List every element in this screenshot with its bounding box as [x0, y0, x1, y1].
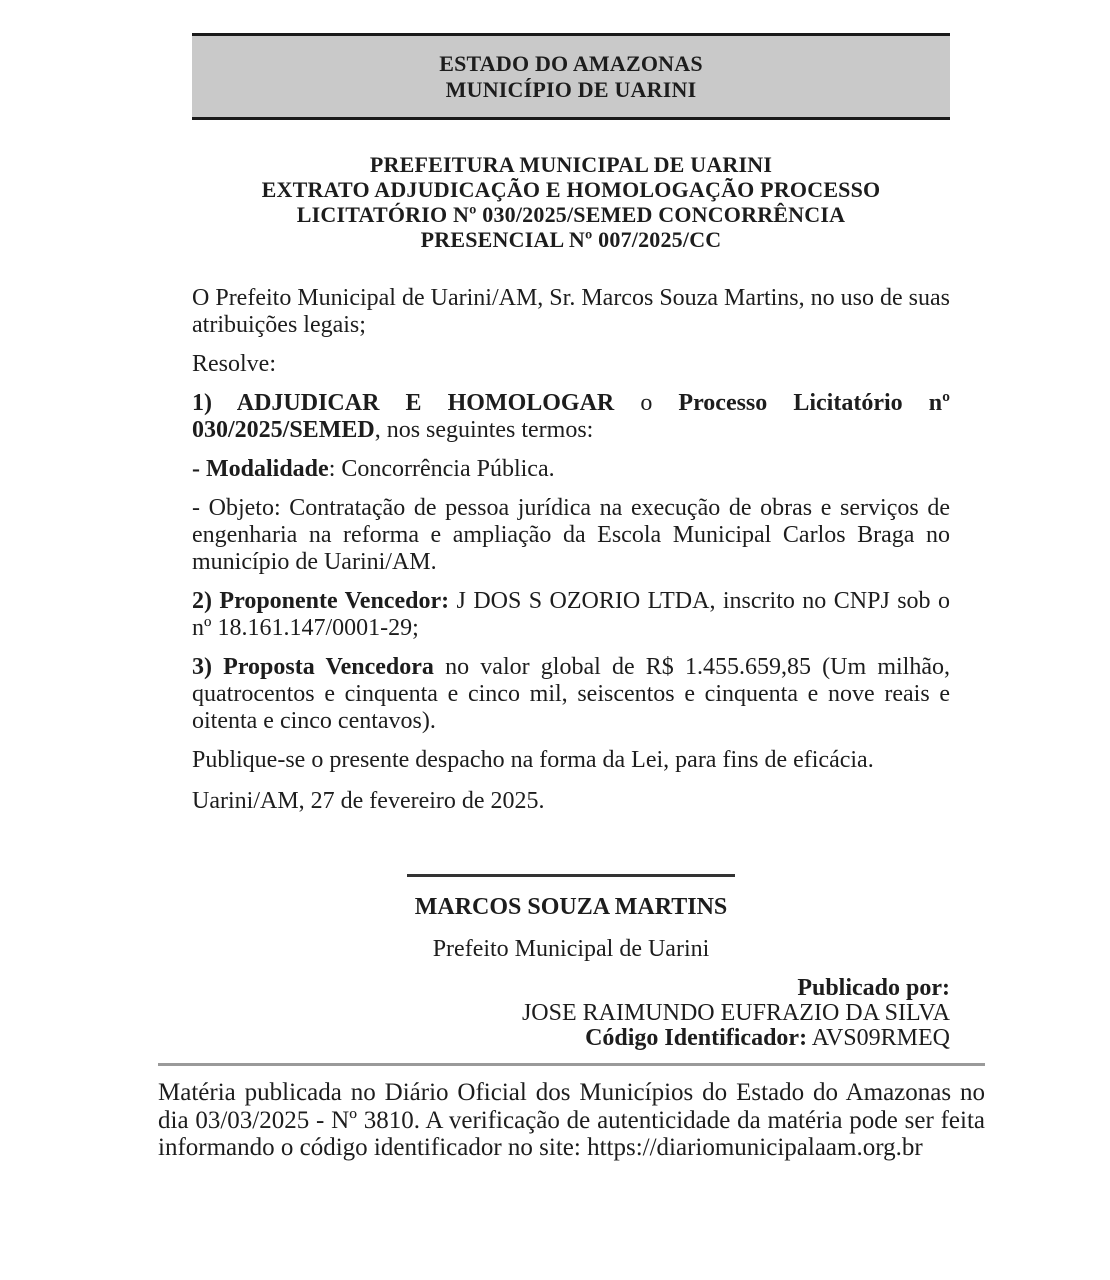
signatory-role: Prefeito Municipal de Uarini [432, 936, 710, 962]
text-segment: 3) Proposta Vencedora [192, 654, 434, 680]
text-segment: o [614, 390, 679, 416]
identifier-code-line [192, 1026, 950, 1051]
banner-line-state: ESTADO DO AMAZONAS [439, 50, 703, 76]
title-line-3: LICITATÓRIO Nº 030/2025/SEMED CONCORRÊNCIA [296, 202, 846, 227]
title-line-4: PRESENCIAL Nº 007/2025/CC [420, 227, 722, 252]
text-segment: Publique-se o presente despacho na forma da Lei, para fins de eficácia. [192, 747, 874, 773]
document-title [192, 152, 950, 252]
paragraph-objeto [192, 495, 950, 576]
paragraph-preamble [192, 285, 950, 339]
signature-block [192, 874, 950, 962]
publisher-name: JOSE RAIMUNDO EUFRAZIO DA SILVA [521, 1000, 950, 1026]
text-segment: O Prefeito Municipal de Uarini/AM, Sr. Marcos Souza Martins, no uso de suas atribuições legais; [192, 285, 950, 338]
state-municipality-banner [192, 33, 950, 120]
paragraph-item-3 [192, 654, 950, 735]
paragraph-item-2 [192, 588, 950, 642]
signatory-name: MARCOS SOUZA MARTINS [414, 894, 728, 920]
title-line-2: EXTRATO ADJUDICAÇÃO E HOMOLOGAÇÃO PROCESSO [261, 177, 881, 202]
paragraph-publique-se [192, 747, 950, 774]
text-segment: J DOS S OZORIO LTDA, inscrito no CNPJ sob o nº 18.161.147/0001-29; [192, 588, 950, 641]
paragraph-item-1 [192, 390, 950, 444]
text-segment: 1) ADJUDICAR E HOMOLOGAR [192, 390, 615, 416]
document-body [192, 285, 950, 827]
text-segment: no valor global de R$ 1.455.659,85 (Um milhão, quatrocentos e cinquenta e cinco mil, seiscentos e cinquenta e nove reais e oitenta e cinco centavos). [192, 654, 950, 734]
banner-line-municipality: MUNICÍPIO DE UARINI [445, 76, 697, 102]
paragraph-modalidade [192, 456, 950, 483]
text-segment: , nos seguintes termos: [374, 417, 594, 443]
text-segment: 2) Proponente Vencedor: [192, 588, 450, 614]
text-segment: : Concorrência Pública. [328, 456, 555, 482]
paragraph-resolve [192, 351, 950, 378]
signature-rule [407, 874, 735, 877]
text-segment: Resolve: [192, 351, 276, 377]
title-line-1: PREFEITURA MUNICIPAL DE UARINI [369, 152, 773, 177]
publication-info [192, 976, 950, 1051]
authenticity-footer [158, 1063, 985, 1162]
identifier-code-value: AVS09RMEQ [807, 1025, 950, 1051]
dateline: Uarini/AM, 27 de fevereiro de 2025. [192, 788, 545, 814]
text-segment: - Modalidade [192, 456, 329, 482]
text-segment: Matéria publicada no Diário Oficial dos Municípios do Estado do Amazonas no dia 03/03/2025 - Nº 3810. A verificação de autenticidade da matéria pode ser feita informando o código identificador no site: [158, 1079, 985, 1161]
text-segment: - Objeto: Contratação de pessoa jurídica na execução de obras e serviços de engenharia na reforma e ampliação da Escola Municipal Carlos Braga no município de Uarini/AM. [192, 495, 950, 575]
footer-url: https://diariomunicipalaam.org.br [587, 1134, 923, 1161]
identifier-code-label: Código Identificador: [585, 1025, 808, 1051]
published-by-label: Publicado por: [797, 975, 950, 1001]
text-segment: Processo Licitatório nº 030/2025/SEMED [192, 390, 950, 443]
authenticity-note [158, 1079, 985, 1162]
